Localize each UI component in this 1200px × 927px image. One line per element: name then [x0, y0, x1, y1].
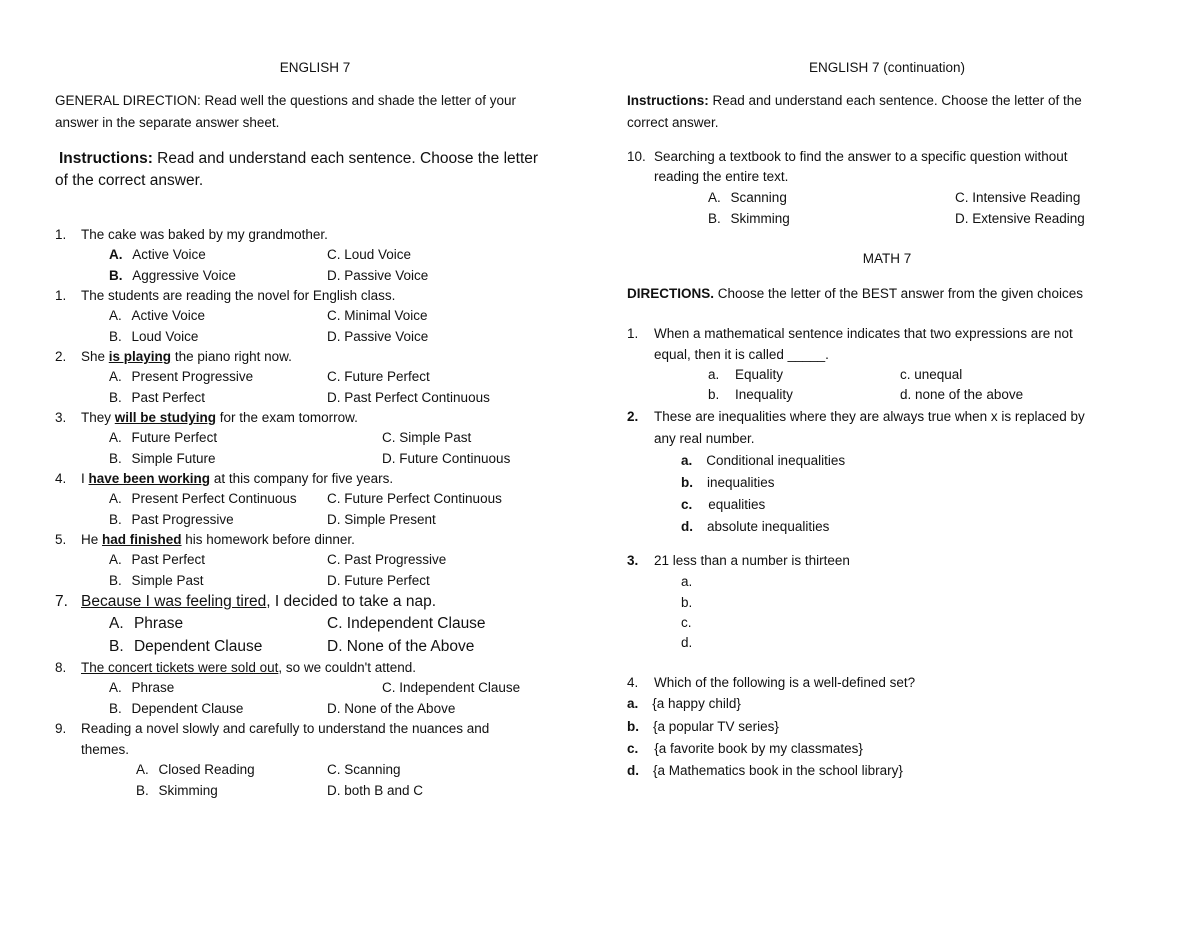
q8-option-c: C. Independent Clause: [382, 680, 521, 695]
q1-option-a: A. Active Voice: [109, 247, 206, 262]
m2-text-line1: These are inequalities where they are always true when x is replaced by: [654, 409, 1085, 424]
q7-option-d: D. None of the Above: [327, 638, 475, 655]
q7-option-c: C. Independent Clause: [327, 615, 486, 632]
q2-option-a: A. Present Progressive: [109, 369, 254, 384]
q8-num: 8.: [55, 660, 67, 675]
left-title: ENGLISH 7: [279, 60, 351, 75]
q10-text-line1: Searching a textbook to find the answer to a specific question without: [654, 149, 1068, 164]
q1-num: 1.: [55, 227, 67, 242]
q4-num: 4.: [55, 471, 67, 486]
right-instructions-line1: Instructions: Read and understand each sentence. Choose the letter of the: [627, 93, 1082, 108]
m4-option-b: b. {a popular TV series}: [627, 719, 779, 734]
q5-option-d: D. Future Perfect: [327, 573, 430, 588]
q4-option-c: C. Future Perfect Continuous: [327, 491, 502, 506]
q9-option-b: B. Skimming: [136, 783, 218, 798]
m1-option-c: c. unequal: [900, 367, 963, 382]
q1b-option-c: C. Minimal Voice: [327, 308, 428, 323]
q5-option-b: B. Simple Past: [109, 573, 204, 588]
right-instructions-line2: correct answer.: [627, 115, 719, 130]
q3-num: 3.: [55, 410, 67, 425]
q9-num: 9.: [55, 721, 67, 736]
m1-text-line2: equal, then it is called _____.: [654, 347, 829, 362]
q8-text: The concert tickets were sold out, so we couldn't attend.: [81, 660, 417, 675]
q9-option-d: D. both B and C: [327, 783, 424, 798]
q10-option-c: C. Intensive Reading: [955, 190, 1081, 205]
q4-option-d: D. Simple Present: [327, 512, 436, 527]
q10-text-line2: reading the entire text.: [654, 169, 789, 184]
q1b-text: The students are reading the novel for English class.: [81, 288, 396, 303]
instructions-line2: of the correct answer.: [55, 172, 204, 189]
q4-option-b: B. Past Progressive: [109, 512, 234, 527]
q2-text: She is playing the piano right now.: [81, 349, 292, 364]
q8-option-b: B. Dependent Clause: [109, 701, 244, 716]
q2-option-c: C. Future Perfect: [327, 369, 430, 384]
m3-num: 3.: [627, 553, 639, 568]
general-direction-label: GENERAL DIRECTION:: [55, 93, 201, 108]
m4-num: 4.: [627, 675, 639, 690]
right-instructions-label: Instructions:: [627, 93, 709, 108]
q3-option-d: D. Future Continuous: [382, 451, 511, 466]
q2-option-d: D. Past Perfect Continuous: [327, 390, 490, 405]
m4-option-a: a. {a happy child}: [627, 696, 741, 711]
m1-option-b: b. Inequality: [708, 387, 793, 402]
m2-option-d: d. absolute inequalities: [681, 519, 830, 534]
q1b-option-a: A. Active Voice: [109, 308, 206, 323]
math-title: MATH 7: [862, 251, 912, 266]
right-title: ENGLISH 7 (continuation): [808, 60, 966, 75]
m1-num: 1.: [627, 326, 639, 341]
q5-num: 5.: [55, 532, 67, 547]
q1b-option-b: B. Loud Voice: [109, 329, 199, 344]
q9-text-line2: themes.: [81, 742, 130, 757]
q5-text: He had finished his homework before dinner.: [81, 532, 355, 547]
m2-text-line2: any real number.: [654, 431, 755, 446]
math-directions: DIRECTIONS. Choose the letter of the BEST answer from the given choices: [627, 286, 1083, 301]
q2-option-b: B. Past Perfect: [109, 390, 206, 405]
q5-option-a: A. Past Perfect: [109, 552, 206, 567]
q10-option-a: A. Scanning: [708, 190, 787, 205]
q1-text: The cake was baked by my grandmother.: [81, 227, 328, 242]
m4-text: Which of the following is a well-defined set?: [654, 675, 916, 690]
q5-option-c: C. Past Progressive: [327, 552, 447, 567]
q1-option-d: D. Passive Voice: [327, 268, 429, 283]
q1-option-c: C. Loud Voice: [327, 247, 412, 262]
q3-option-a: A. Future Perfect: [109, 430, 218, 445]
general-direction-line1: GENERAL DIRECTION: Read well the questions and shade the letter of your: [55, 93, 516, 108]
q9-text-line1: Reading a novel slowly and carefully to understand the nuances and: [81, 721, 490, 736]
q7-option-b: B. Dependent Clause: [109, 638, 263, 655]
m2-option-a: a. Conditional inequalities: [681, 453, 846, 468]
q10-num: 10.: [627, 149, 646, 164]
m2-option-c: c. equalities: [681, 497, 766, 512]
m1-option-d: d. none of the above: [900, 387, 1024, 402]
m1-text-line1: When a mathematical sentence indicates that two expressions are not: [654, 326, 1073, 341]
m2-num: 2.: [627, 409, 639, 424]
m4-option-c: c. {a favorite book by my classmates}: [627, 741, 863, 756]
m3-option-d: d.: [681, 635, 693, 650]
q4-option-a: A. Present Perfect Continuous: [109, 491, 297, 506]
math-directions-label: DIRECTIONS.: [627, 286, 715, 301]
m3-text: 21 less than a number is thirteen: [654, 553, 850, 568]
q7-option-a: A. Phrase: [109, 615, 184, 632]
m2-option-b: b. inequalities: [681, 475, 775, 490]
m4-option-d: d. {a Mathematics book in the school library}: [627, 763, 903, 778]
q4-text: I have been working at this company for five years.: [81, 471, 394, 486]
q10-option-b: B. Skimming: [708, 211, 790, 226]
q10-option-d: D. Extensive Reading: [955, 211, 1085, 226]
m1-option-a: a. Equality: [708, 367, 784, 382]
q8-option-a: A. Phrase: [109, 680, 175, 695]
q3-option-b: B. Simple Future: [109, 451, 216, 466]
m3-option-a: a.: [681, 574, 693, 589]
q2-num: 2.: [55, 349, 67, 364]
q7-text: Because I was feeling tired, I decided to take a nap.: [81, 593, 437, 610]
general-direction-line2: answer in the separate answer sheet.: [55, 115, 280, 130]
m3-option-c: c.: [681, 615, 692, 630]
m3-option-b: b.: [681, 595, 693, 610]
q7-num: 7.: [55, 593, 68, 610]
q3-option-c: C. Simple Past: [382, 430, 472, 445]
instructions-label: Instructions:: [59, 150, 153, 167]
q9-option-c: C. Scanning: [327, 762, 401, 777]
q1-option-b: B. Aggressive Voice: [109, 268, 236, 283]
q1b-option-d: D. Passive Voice: [327, 329, 429, 344]
q8-option-d: D. None of the Above: [327, 701, 456, 716]
q1b-num: 1.: [55, 288, 67, 303]
q9-option-a: A. Closed Reading: [136, 762, 255, 777]
q3-text: They will be studying for the exam tomorrow.: [81, 410, 358, 425]
instructions-line1: Instructions: Read and understand each sentence. Choose the letter: [59, 150, 539, 167]
